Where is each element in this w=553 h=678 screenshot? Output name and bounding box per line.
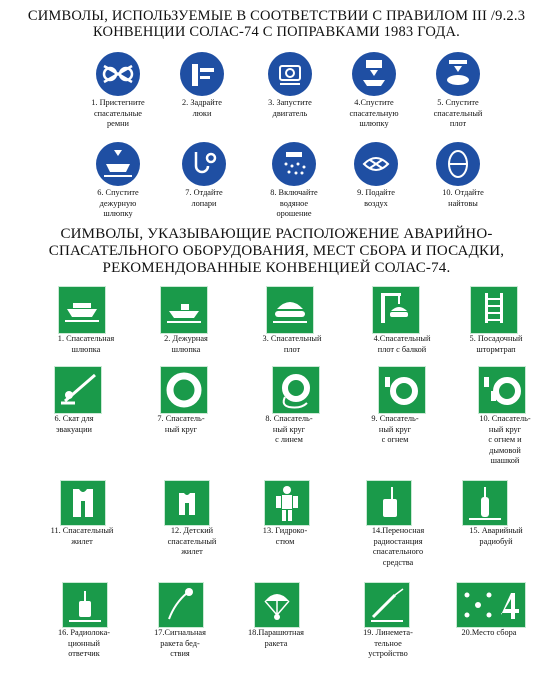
distress-rocket-icon [158, 582, 204, 628]
green-caption-17: 17.Сигнальная ракета бед- ствия [154, 628, 206, 658]
embarkation-ladder-icon [470, 286, 518, 334]
blue-caption-4: 4.Спустите спасательную шлюпку [349, 98, 399, 128]
green-caption-10: 10. Спасатель- ный круг с огнем и дымовой шашкой [479, 414, 531, 465]
blue-caption-6: 6. Спустите дежурную шлюпку [97, 188, 139, 218]
lifebuoy-light-smoke-icon [478, 366, 526, 414]
release-gripes-icon [436, 142, 480, 186]
heading-1-line-1: СИМВОЛЫ, ИСПОЛЬЗУЕМЫЕ В СООТВЕТСТВИИ С ПРАВИЛОМ III /9.2.3 [27, 8, 526, 24]
green-caption-14: 14.Переносная радиостанция спасательного средства [371, 526, 425, 567]
blue-caption-2: 2. Задрайте люки [182, 98, 222, 118]
heading-1-line-2: КОНВЕНЦИИ СОЛАС-74 С ПОПРАВКАМИ 1983 ГОДА. [93, 24, 460, 40]
green-caption-15: 15. Аварийный радиобуй [469, 526, 523, 546]
heading-2-line-3: РЕКОМЕНДОВАННЫЕ КОНВЕНЦИЕЙ СОЛАС-74. [102, 260, 451, 276]
lifebuoy-light-icon [378, 366, 426, 414]
portable-radio-icon [366, 480, 412, 526]
green-caption-7: 7. Спасатель- ный круг [157, 414, 205, 434]
blue-caption-5: 5. Спустите спасательный плот [433, 98, 483, 128]
engine-icon [268, 52, 312, 96]
green-caption-6: 6. Скат для эвакуации [54, 414, 94, 434]
lifebuoy-line-icon [272, 366, 320, 414]
immersion-suit-icon [264, 480, 310, 526]
green-caption-11: 11. Спасательный жилет [50, 526, 114, 546]
green-caption-13: 13. Гидроко- стюм [262, 526, 308, 546]
epirb-icon [462, 480, 508, 526]
liferaft-icon [266, 286, 314, 334]
muster-station-icon [456, 582, 526, 628]
green-caption-3: 3. Спасательный плот [262, 334, 322, 354]
green-caption-19: 19. Линемета- тельное устройство [363, 628, 413, 658]
child-lifejacket-icon [164, 480, 210, 526]
green-caption-2: 2. Дежурная шлюпка [164, 334, 208, 354]
air-supply-icon [354, 142, 398, 186]
blue-caption-1: 1. Пристегните спасательные ремни [91, 98, 145, 128]
green-caption-20: 20.Место сбора [461, 628, 517, 637]
heading-2 [0, 226, 553, 277]
hatch-icon [180, 52, 224, 96]
lifebuoy-icon [160, 366, 208, 414]
lower-liferaft-icon [436, 52, 480, 96]
lifejacket-icon [60, 480, 106, 526]
green-caption-8: 8. Спасатель- ный круг с линем [265, 414, 313, 444]
heading-1 [0, 8, 553, 40]
green-caption-16: 16. Радиолока- ционный ответчик [57, 628, 111, 658]
rescue-boat-icon [160, 286, 208, 334]
green-caption-9: 9. Спасатель- ный круг с огнем [371, 414, 419, 444]
blue-caption-3: 3. Запустите двигатель [268, 98, 312, 118]
seat-belt-icon [96, 52, 140, 96]
blue-caption-8: 8. Включайте водяное орошение [270, 188, 318, 218]
evacuation-slide-icon [54, 366, 102, 414]
davit-raft-icon [372, 286, 420, 334]
parachute-rocket-icon [254, 582, 300, 628]
water-spray-icon [272, 142, 316, 186]
blue-caption-9: 9. Подайте воздух [357, 188, 395, 208]
blue-caption-7: 7. Отдайте лопари [185, 188, 223, 208]
lifeboat-icon [58, 286, 106, 334]
heading-2-line-2: СПАСАТЕЛЬНОГО ОБОРУДОВАНИЯ, МЕСТ СБОРА И ПОСАДКИ, [48, 243, 505, 259]
green-caption-12: 12. Детский спасательный жилет [167, 526, 217, 556]
line-throwing-icon [364, 582, 410, 628]
green-caption-5: 5. Посадочный штормтрап [469, 334, 523, 354]
release-falls-icon [182, 142, 226, 186]
blue-caption-10: 10. Отдайте найтовы [442, 188, 484, 208]
sart-icon [62, 582, 108, 628]
lower-lifeboat-icon [352, 52, 396, 96]
green-caption-4: 4.Спасательный плот с балкой [373, 334, 431, 354]
green-caption-18: 18.Парашютная ракета [248, 628, 304, 648]
green-caption-1: 1. Спасательная шлюпка [57, 334, 115, 354]
lower-rescue-boat-icon [96, 142, 140, 186]
heading-2-line-1: СИМВОЛЫ, УКАЗЫВАЮЩИЕ РАСПОЛОЖЕНИЕ АВАРИЙНО- [60, 226, 493, 242]
